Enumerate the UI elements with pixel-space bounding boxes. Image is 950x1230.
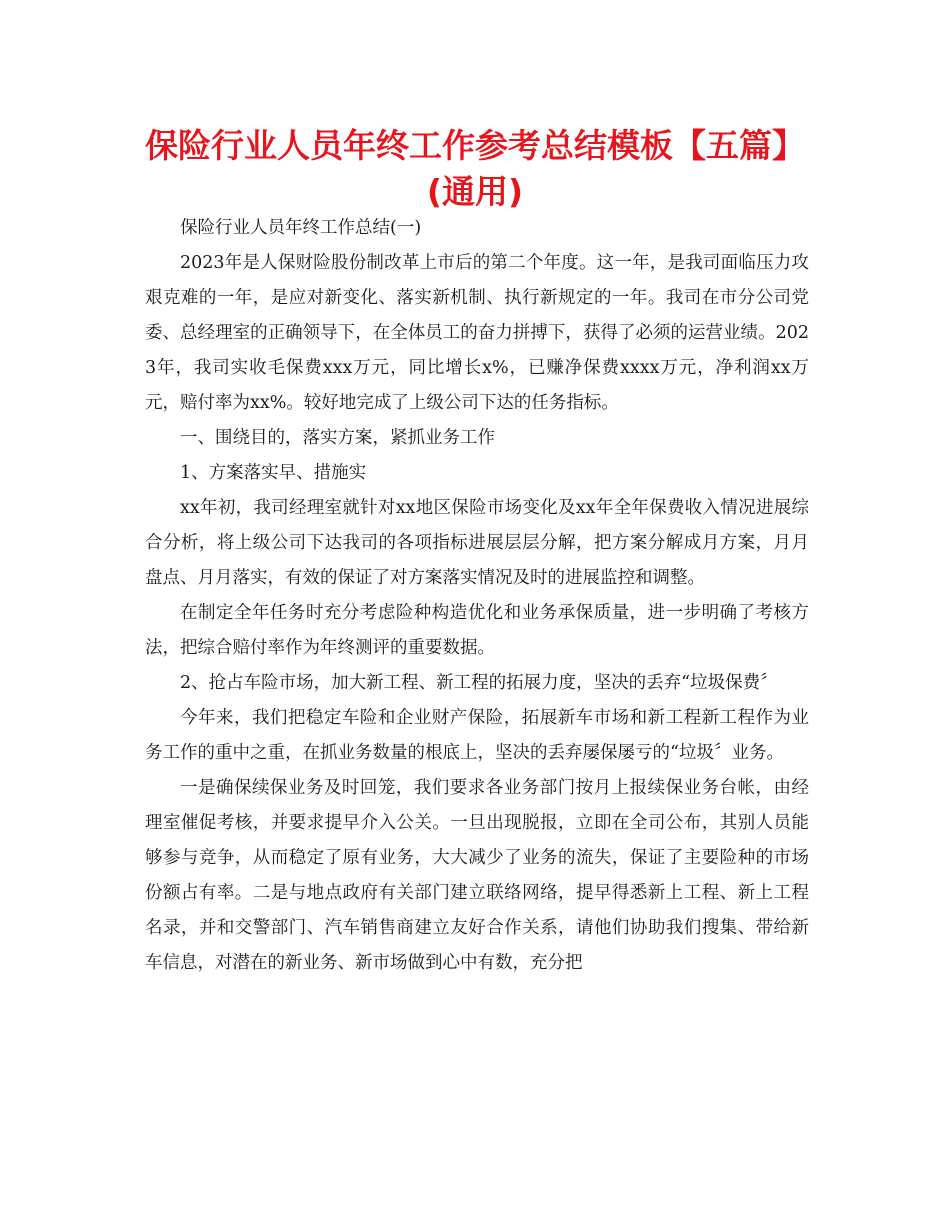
body-paragraph: 今年来，我们把稳定车险和企业财产保险，拓展新车市场和新工程新工程作为业务工作的重中之重，在抓业务数量的根底上，坚决的丢弃屡保屡亏的“垃圾〞业务。 <box>145 708 809 763</box>
subsection-heading: 1、方案落实早、措施实 <box>180 463 367 483</box>
section-heading: 保险行业人员年终工作总结(一) <box>180 218 422 238</box>
document-body <box>145 211 809 981</box>
body-paragraph: xx年初，我司经理室就针对xx地区保险市场变化及xx年全年保费收入情况进展综合分析，将上级公司下达我司的各项指标进展层层分解，把方案分解成月方案，月月盘点、月月落实，有效的保证了对方案落实情况及时的进展监控和调整。 <box>145 498 809 588</box>
section-heading: 一、围绕目的，落实方案，紧抓业务工作 <box>180 428 495 448</box>
body-paragraph: 2023年是人保财险股份制改革上市后的第二个年度。这一年，是我司面临压力攻艰克难的一年，是应对新变化、落实新机制、执行新规定的一年。我司在市分公司党委、总经理室的正确领导下，在全体员工的奋力拼搏下，获得了必须的运营业绩。2023年，我司实收毛保费xxx万元，同比增长x%，已赚净保费xxxx万元，净利润xx万元，赔付率为xx%。较好地完成了上级公司下达的任务指标。 <box>145 253 809 413</box>
document-title-line-2: (通用) <box>426 172 524 211</box>
subsection-heading: 2、抢占车险市场，加大新工程、新工程的拓展力度，坚决的丢弃“垃圾保费〞 <box>180 673 778 693</box>
body-paragraph: 一是确保续保业务及时回笼，我们要求各业务部门按月上报续保业务台帐，由经理室催促考核，并要求提早介入公关。一旦出现脱报，立即在全司公布，其别人员能够参与竞争，从而稳定了原有业务，大大减少了业务的流失，保证了主要险种的市场份额占有率。二是与地点政府有关部门建立联络网络，提早得悉新上工程、新上工程名录，并和交警部门、汽车销售商建立友好合作关系，请他们协助我们搜集、带给新车信息，对潜在的新业务、新市场做到心中有数，充分把 <box>145 778 809 973</box>
body-paragraph: 在制定全年任务时充分考虑险种构造优化和业务承保质量，进一步明确了考核方法，把综合赔付率作为年终测评的重要数据。 <box>145 603 809 658</box>
document-title-line-1: 保险行业人员年终工作参考总结模板【五篇】 <box>145 126 805 165</box>
